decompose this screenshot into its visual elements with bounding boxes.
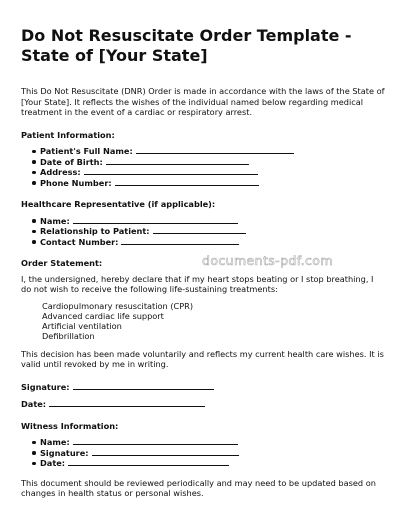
witness-heading: Witness Information: [21,420,119,431]
witness-name-field[interactable] [40,437,385,448]
blank-line[interactable] [73,216,238,224]
representative-heading: Healthcare Representative (if applicable): [21,199,216,209]
signature-field[interactable] [21,382,385,392]
witness-signature-field[interactable] [40,448,385,459]
treatment-item: Artificial ventilation [42,320,122,331]
date-field[interactable] [21,399,385,409]
decision-paragraph: This decision has been made voluntarily and reflects my current health care wishes. It is valid until revoked by me in writing. [21,348,384,369]
blank-line[interactable] [106,157,249,165]
field-label: Patient's Full Name: [40,146,133,156]
treatment-item: Cardiopulmonary resuscitation (CPR) [42,300,194,311]
field-label: Name: [40,437,70,447]
treatment-item: Defibrillation [42,330,95,341]
witness-date-field[interactable] [40,458,385,469]
patient-phone-field[interactable] [40,178,385,189]
patient-heading: Patient Information: [21,129,115,140]
date-label: Date: [21,398,47,409]
blank-line[interactable] [84,167,258,175]
patient-fields [21,146,385,188]
blank-line[interactable] [153,226,246,234]
field-label: Address: [40,167,81,177]
representative-contact-field[interactable] [40,237,385,248]
blank-line[interactable] [49,399,205,407]
blank-line[interactable] [68,458,229,466]
signature-label: Signature: [21,381,70,392]
patient-address-field[interactable] [40,167,385,178]
order-heading: Order Statement: [21,258,103,268]
field-label: Name: [40,215,70,226]
representative-relationship-field[interactable] [40,226,385,237]
blank-line[interactable] [121,237,239,245]
order-statement-text: I, the undersigned, hereby declare that if my heart stops beating or I stop breathing, I do not wish to receive the following life-sustaining treatments: [21,273,374,294]
field-label: Date: [40,458,66,468]
blank-line[interactable] [73,437,238,445]
blank-line[interactable] [115,178,259,186]
field-label: Contact Number: [40,236,119,247]
treatment-item: Advanced cardiac life support [42,310,164,321]
treatment-list [21,301,385,341]
blank-line[interactable] [136,146,294,154]
patient-name-field[interactable] [40,146,385,157]
field-label: Phone Number: [40,177,112,188]
intro-paragraph: This Do Not Resuscitate (DNR) Order is made in accordance with the laws of the State of [Your State]. It reflects the wishes of the individual named below regarding medical treatment in the event of a cardiac or respiratory arrest. [21,86,385,117]
witness-fields [21,437,385,469]
closing-paragraph: This document should be reviewed periodically and may need to be updated based on changes in health status or personal wishes. [21,477,376,498]
field-label: Relationship to Patient: [40,226,150,236]
patient-dob-field[interactable] [40,157,385,168]
representative-name-field[interactable] [40,216,385,227]
representative-fields [21,216,385,248]
watermark: documents-pdf.com [202,253,333,268]
blank-line[interactable] [92,448,239,456]
field-label: Date of Birth: [40,156,103,167]
blank-line[interactable] [73,382,214,390]
document-title: Do Not Resuscitate Order Template - State of [Your State] [21,26,352,65]
field-label: Signature: [40,447,89,458]
